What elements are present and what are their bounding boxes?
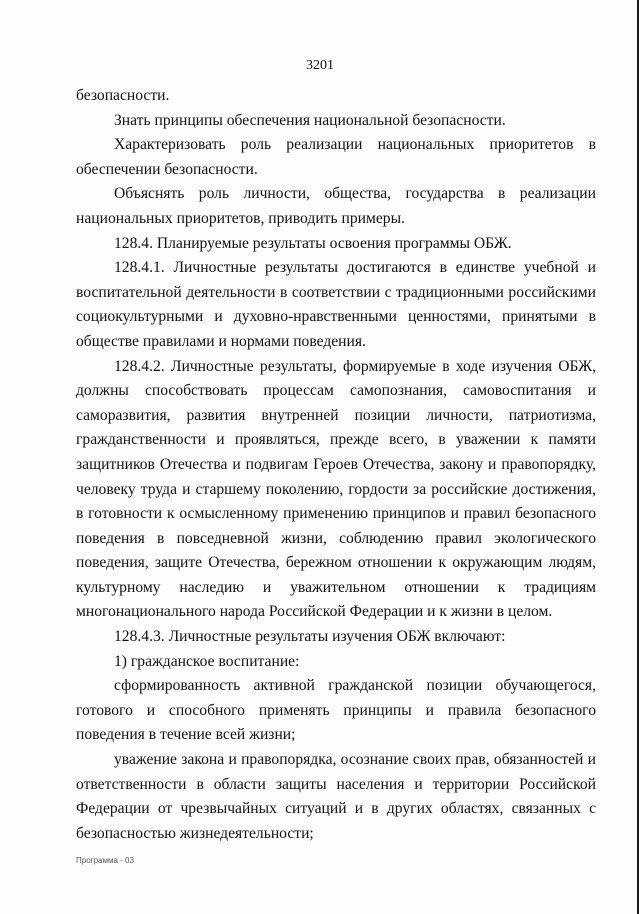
paragraph-continuation: безопасности. — [76, 87, 170, 104]
page-number: 3201 — [306, 58, 334, 73]
section-heading: 128.4. Планируемые результаты освоения программы ОБЖ. — [114, 234, 512, 252]
scan-edge-line — [637, 0, 639, 914]
paragraph: 128.4.3. Личностные результаты изучения ОБЖ включают: — [114, 628, 506, 646]
paragraph: 128.4.1. Личностные результаты достигаются в единстве учебной и воспитательной деятельности в соответствии с традиционными российскими социокультурными и духовно-нравственными ценностями, принятыми в обществе правилами и нормами поведения. — [76, 259, 596, 350]
paragraph: Характеризовать роль реализации национальных приоритетов в обеспечении безопасности. — [76, 136, 596, 178]
paragraph: 128.4.2. Личностные результаты, формируемые в ходе изучения ОБЖ, должны способствовать процессам самопознания, самовоспитания и саморазвития, развития внутренней позиции личности, патриотизма, гражданственности и проявляться, прежде всего, в уважении к памяти защитников Отечества и подвигам Героев Отечества, закону и правопорядку, человеку труда и старшему поколению, гордости за российские достижения, в готовности к осмысленному применению принципов и правил безопасного поведения в повседневной жизни, соблюдению правил экологического поведения, защите Отечества, бережном отношении к окружающим людям, культурному наследию и уважительном отношении к традициям многонационального народа Российской Федерации и к жизни в целом. — [76, 357, 596, 621]
paragraph: Знать принципы обеспечения национальной безопасности. — [114, 111, 506, 129]
paragraph: сформированность активной гражданской позиции обучающегося, готового и способного применять принципы и правила безопасного поведения в течение всей жизни; — [76, 677, 596, 744]
list-heading: 1) гражданское воспитание: — [114, 652, 300, 670]
body-text — [76, 84, 596, 846]
paragraph: уважение закона и правопорядка, осознание своих прав, обязанностей и ответственности в области защиты населения и территории Российской Федерации от чрезвычайных ситуаций и в других областях, связанных с безопасностью жизнедеятельности; — [76, 751, 596, 842]
footer-note: Программа - 03 — [76, 856, 134, 865]
paragraph: Объяснять роль личности, общества, государства в реализации национальных приоритетов, приводить примеры. — [76, 185, 596, 227]
